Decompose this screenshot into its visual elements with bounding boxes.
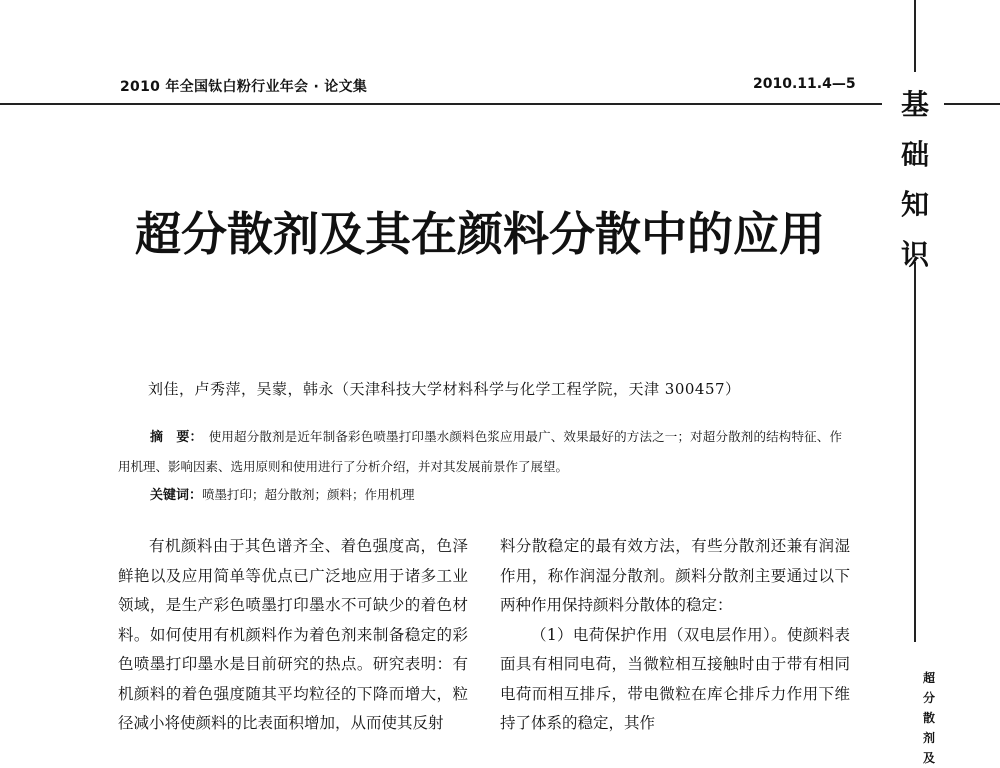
keywords: [150, 484, 415, 503]
abstract-label: 摘 要：: [150, 430, 203, 445]
abstract-text: 使用超分散剂是近年制备彩色喷墨打印墨水颜料色浆应用最广、效果最好的方法之一；对超分散剂的结构特征、作用机理、影响因素、选用原则和使用进行了分析介绍，并对其发展前景作了展望。: [118, 429, 842, 474]
body-column-left: [118, 532, 468, 739]
body-paragraph: 有机颜料由于其色谱齐全、着色强度高，色泽鲜艳以及应用简单等优点已广泛地应用于诸多工业领域，是生产彩色喷墨打印墨水不可缺少的着色材料。如何使用有机颜料作为着色剂来制备稳定的彩色喷墨打印墨水是目前研究的热点。研究表明：有机颜料的着色强度随其平均粒径的下降而增大，粒径减小将使颜料的比表面积增加，从而使其反射: [118, 537, 468, 732]
running-header-date: 2010.11.4—5: [753, 76, 856, 92]
body-paragraph: 料分散稳定的最有效方法，有些分散剂还兼有润湿作用，称作润湿分散剂。颜料分散剂主要通过以下两种作用保持颜料分散体的稳定：: [500, 537, 850, 614]
keywords-label: 关键词：: [150, 488, 203, 503]
body-column-right: [500, 532, 850, 739]
author-affiliation-line: 刘佳，卢秀萍，吴蒙，韩永（天津科技大学材料科学与化学工程学院，天津 300457）: [148, 380, 741, 398]
margin-vertical-rule: [914, 262, 916, 642]
paper-title: 超分散剂及其在颜料分散中的应用: [135, 207, 825, 261]
header-rule: [0, 103, 882, 105]
running-header-conference: 2010 年全国钛白粉行业年会 · 论文集: [120, 79, 368, 95]
abstract: [118, 422, 842, 481]
header-rule-right: [944, 103, 1000, 105]
keywords-text: 喷墨打印；超分散剂；颜料；作用机理: [202, 487, 415, 502]
body-paragraph: （1）电荷保护作用（双电层作用）。使颜料表面具有相同电荷，当微粒相互接触时由于带有相同电荷而相互排斥，带电微粒在库仑排斥力作用下维持了体系的稳定，其作: [500, 625, 850, 732]
margin-vertical-rule-top: [914, 0, 916, 72]
section-side-label: 基础知识: [900, 88, 929, 271]
running-side-title: 超分散剂及: [922, 671, 935, 765]
